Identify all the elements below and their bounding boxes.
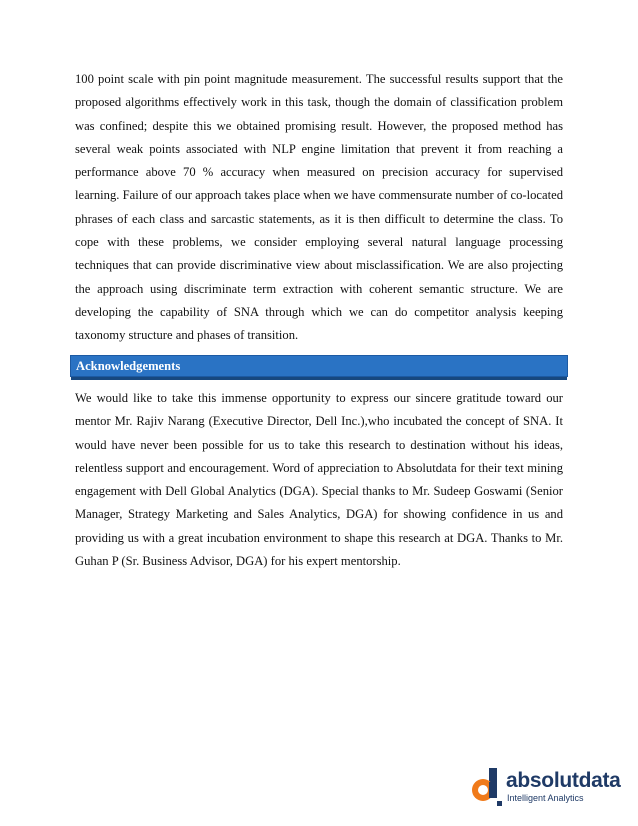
- absolutdata-logo: [470, 768, 621, 808]
- conclusion-paragraph: 100 point scale with pin point magnitude measurement. The successful results support that the proposed algorithms effectively work in this task, though the domain of classification problem was confined; despite this we obtained promising result. However, the proposed method has several weak points associated with NLP engine limitation that prevent it from reaching a performance above 70 % accuracy when measured on precision accuracy for supervised learning. Failure of our approach takes place when we have commensurate number of co-located phrases of each class and sarcastic statements, as it is then difficult to determine the class. To cope with these problems, we consider employing several natural language processing techniques that can provide discriminative view about misclassification. We are also projecting the approach using discriminate term extraction with coherent semantic structure. We are developing the capability of SNA through which we can do competitor analysis keeping taxonomy structure and phases of transition.: [75, 72, 563, 343]
- logo-wordmark: absolutdata: [506, 769, 621, 792]
- section-heading: Acknowledgements: [76, 359, 181, 373]
- logo-tagline: Intelligent Analytics: [507, 793, 584, 803]
- section-heading-band: [70, 355, 568, 377]
- acknowledgements-paragraph: We would like to take this immense opportunity to express our sincere gratitude toward our mentor Mr. Rajiv Narang (Executive Director, Dell Inc.),who incubated the concept of SNA. It would have never been possible for us to take this research to destination without his ideas, relentless support and encouragement. Word of appreciation to Absolutdata for their text mining engagement with Dell Global Analytics (DGA). Special thanks to Mr. Sudeep Goswami (Senior Manager, Strategy Marketing and Sales Analytics, DGA) for showing confidence in us and providing us with a great incubation environment to shape this research at DGA. Thanks to Mr. Guhan P (Sr. Business Advisor, DGA) for his expert mentorship.: [75, 391, 563, 569]
- logo-mark-icon: [470, 768, 504, 806]
